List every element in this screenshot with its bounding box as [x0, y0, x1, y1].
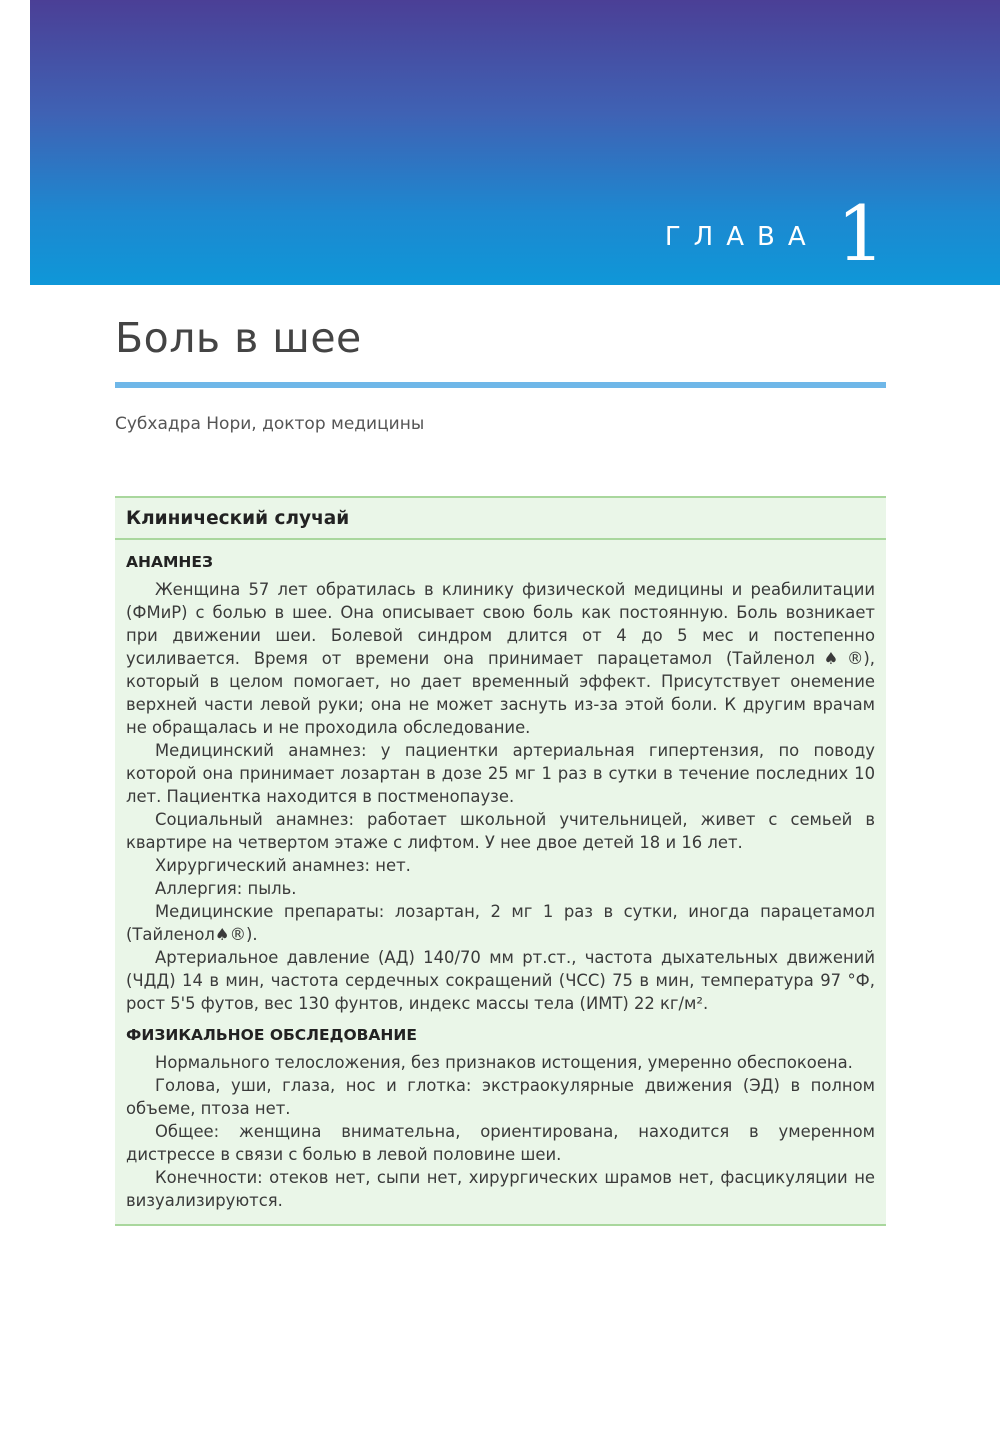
paragraph: Женщина 57 лет обратилась в клинику физической медицины и реабилитации (ФМиР) с болью в шее. Она описывает свою боль как постоянную. Боль возникает при движении шеи. Болевой синдром длится от 4 до 5 мес и постепенно усиливается. Время от времени она принимает парацетамол (Тайленол♠®), который в целом помогает, но дает временный эффект. Присутствует онемение верхней части левой руки; она не может заснуть из-за этой боли. К другим врачам не обращалась и не проходила обследование. [126, 580, 875, 737]
case-heading: Клинический случай [115, 498, 886, 540]
title-divider [115, 382, 886, 388]
case-body [115, 540, 886, 1224]
paragraph: Аллергия: пыль. [155, 879, 297, 898]
paragraph: Нормального телосложения, без признаков истощения, умеренно обеспокоена. [155, 1053, 853, 1072]
chapter-word: ГЛАВА [664, 222, 819, 252]
paragraph: Конечности: отеков нет, сыпи нет, хирургических шрамов нет, фасцикуляции не визуализируются. [126, 1168, 875, 1210]
paragraph: Медицинский анамнез: у пациентки артериальная гипертензия, по поводу которой она принимает лозартан в дозе 25 мг 1 раз в сутки в течение последних 10 лет. Пациентка находится в постменопаузе. [126, 741, 875, 806]
clinical-case-box [115, 496, 886, 1226]
paragraph: Социальный анамнез: работает школьной учительницей, живет с семьей в квартире на четвертом этаже с лифтом. У нее двое детей 18 и 16 лет. [126, 810, 875, 852]
paragraph: Хирургический анамнез: нет. [155, 856, 411, 875]
paragraph: Медицинские препараты: лозартан, 2 мг 1 раз в сутки, иногда парацетамол (Тайленол♠®). [126, 902, 875, 944]
paragraph: Общее: женщина внимательна, ориентирована, находится в умеренном дистрессе в связи с болью в левой половине шеи. [126, 1122, 875, 1164]
section-title-anamnesis: АНАМНЕЗ [126, 553, 213, 571]
chapter-label [664, 189, 885, 278]
paragraph: Артериальное давление (АД) 140/70 мм рт.ст., частота дыхательных движений (ЧДД) 14 в мин, частота сердечных сокращений (ЧСС) 75 в мин, температура 97 °Ф, рост 5'5 футов, вес 130 фунтов, индекс массы тела (ИМТ) 22 кг/м². [126, 948, 875, 1013]
section-title-physical-exam: ФИЗИКАЛЬНОЕ ОБСЛЕДОВАНИЕ [126, 1026, 417, 1044]
chapter-banner [30, 0, 1000, 285]
chapter-number: 1 [836, 189, 885, 278]
page-title: Боль в шее [115, 314, 362, 362]
author-line: Субхадра Нори, доктор медицины [115, 414, 425, 434]
paragraph: Голова, уши, глаза, нос и глотка: экстраокулярные движения (ЭД) в полном объеме, птоза нет. [126, 1076, 875, 1118]
